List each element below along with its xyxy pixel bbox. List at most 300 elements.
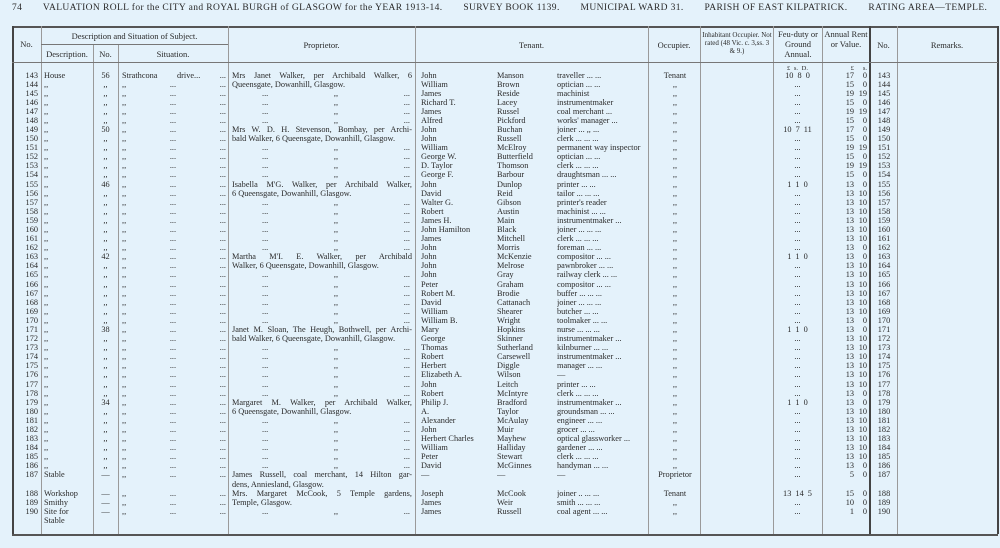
description: ,, [44, 261, 49, 271]
page-number: 74 [12, 3, 23, 13]
col-tenant: Tenant. [518, 40, 545, 50]
occupier: ,, [672, 197, 678, 207]
tenant-first-name: James [421, 497, 442, 507]
row-number: 159 [25, 215, 38, 225]
occupier: ,, [672, 397, 678, 407]
feu-units: £ s. D. [787, 65, 808, 72]
occupier: ,, [672, 188, 678, 198]
row-number: 146 [25, 97, 38, 107]
situation: ,, ... ... [122, 325, 226, 335]
description: ,, [44, 188, 49, 198]
row-number-right: 178 [877, 388, 891, 398]
row-number: 190 [25, 506, 38, 516]
row-number-right: 149 [877, 125, 891, 135]
rent-pounds: 13 [845, 252, 854, 262]
proprietor: ... ,, ... [262, 215, 410, 225]
proprietor: ... ,, ... [262, 425, 410, 434]
subject-number: ,, [103, 225, 108, 235]
rent-pounds: 13 [845, 434, 854, 444]
tenant-first-name: Robert [421, 352, 444, 362]
rent-pounds: 13 [845, 279, 854, 289]
subject-number: 50 [101, 125, 110, 135]
occupier: ,, [672, 497, 678, 507]
tenant-surname: Mayhew [497, 434, 527, 444]
tenant-surname: Bradford [497, 397, 527, 407]
tenant-surname: Reid [497, 188, 513, 198]
description: ,, [44, 343, 49, 353]
rent-shillings: 10 [858, 306, 867, 316]
tenant-occupation: clerk ... ... ... [557, 161, 599, 171]
tenant-occupation: smith ... ... ... [557, 497, 601, 507]
rule [228, 26, 229, 534]
proprietor: ... ,, ... [262, 288, 410, 298]
tenant-surname: Buchan [497, 125, 523, 135]
occupier: ,, [672, 170, 678, 180]
col-no: No. [20, 39, 33, 49]
col-proprietor: Proprietor. [303, 40, 340, 50]
situation: ,, ... ... [122, 152, 226, 162]
proprietor: ... ,, ... [262, 270, 410, 280]
feu-duty: ... [794, 88, 801, 98]
row-number-right: 163 [877, 252, 891, 262]
proprietor: ... ,, ... [262, 115, 410, 125]
situation: ,, ... ... [122, 461, 226, 471]
row-number-right: 189 [877, 497, 891, 507]
row-number-right: 156 [877, 188, 891, 198]
proprietor: ... ,, ... [262, 152, 410, 162]
situation: ,, ... ... [122, 143, 226, 153]
rent-pounds: 15 [845, 115, 854, 125]
occupier: ,, [672, 134, 678, 144]
col-description-group: Description and Situation of Subject. [71, 31, 198, 41]
tenant-first-name: John [421, 70, 437, 80]
feu-duty: ... [794, 134, 801, 144]
proprietor: ... ,, ... [262, 461, 410, 471]
row-number-right: 146 [877, 97, 891, 107]
proprietor: ... ,, ... [262, 161, 410, 171]
tenant-surname: Brown [497, 79, 520, 89]
rent-pounds: 13 [845, 452, 854, 462]
situation: ,, ... ... [122, 434, 226, 444]
situation: ,, ... ... [122, 79, 226, 89]
description: Site for [44, 506, 69, 516]
description: ,, [44, 243, 49, 253]
proprietor: ... ,, ... [262, 206, 410, 216]
row-number-right: 155 [877, 179, 891, 189]
tenant-first-name: A. [421, 406, 430, 416]
proprietor: ... ,, ... [262, 352, 410, 362]
row-number-right: 148 [877, 115, 891, 125]
subject-number: ,, [103, 443, 108, 453]
row-number: 158 [25, 206, 38, 216]
tenant-first-name: David [421, 297, 442, 307]
description-cont: Stable [44, 515, 65, 525]
rent-shillings: 0 [862, 397, 867, 407]
rent-pounds: 15 [845, 170, 854, 180]
proprietor: Mrs W. D. H. Stevenson, Bombay, per Archi- [232, 125, 412, 135]
row-number: 156 [25, 188, 38, 198]
row-number: 171 [25, 325, 38, 335]
description: Stable [44, 470, 65, 480]
proprietor: ... ,, ... [262, 452, 410, 462]
tenant-occupation: buffer ... ... ... [557, 288, 603, 298]
tenant-surname: Austin [497, 206, 520, 216]
rent-pounds: 13 [845, 288, 854, 298]
situation: ,, ... ... [122, 406, 226, 416]
row-number-right: 176 [877, 370, 891, 380]
rule [415, 26, 416, 534]
tenant-first-name: Alexander [421, 415, 456, 425]
occupier: ,, [672, 325, 678, 335]
situation: ,, ... ... [122, 243, 226, 253]
description: ,, [44, 434, 49, 444]
feu-duty: ... [794, 379, 801, 389]
proprietor: dens, Anniesland, Glasgow. [232, 479, 324, 489]
feu-duty: ... [794, 497, 801, 507]
rent-pounds: 13 [845, 315, 854, 325]
row-number: 187 [25, 470, 38, 480]
row-number: 173 [25, 343, 38, 353]
rent-shillings: 0 [862, 470, 867, 480]
subject-number: 38 [101, 325, 110, 335]
rule [869, 26, 871, 534]
occupier: ,, [672, 406, 678, 416]
rent-shillings: 0 [862, 170, 867, 180]
tenant-first-name: Alfred [421, 115, 443, 125]
tenant-occupation: instrumentmaker ... [557, 352, 622, 362]
rent-pounds: 15 [845, 152, 854, 162]
feu-duty: ... [794, 461, 801, 471]
row-number: 189 [25, 497, 38, 507]
rent-pounds: 13 [845, 370, 854, 380]
situation: ,, ... ... [122, 443, 226, 453]
tenant-surname: Pickford [497, 115, 526, 125]
occupier: ,, [672, 506, 678, 516]
tenant-first-name: William B. [421, 315, 458, 325]
rent-pounds: 13 [845, 225, 854, 235]
rent-shillings: 10 [858, 334, 867, 344]
subject-number: ,, [103, 106, 108, 116]
occupier: ,, [672, 443, 678, 453]
occupier: ,, [672, 225, 678, 235]
tenant-surname: Manson [497, 70, 524, 80]
col-occupier: Occupier. [657, 40, 691, 50]
subject-number: ,, [103, 270, 108, 280]
proprietor: ... ,, ... [262, 197, 410, 207]
subject-number: ,, [103, 370, 108, 380]
feu-duty: 10 8 0 [785, 70, 810, 80]
tenant-surname: Shearer [497, 306, 523, 316]
description: Smithy [44, 497, 68, 507]
occupier: ,, [672, 352, 678, 362]
tenant-first-name: George F. [421, 170, 454, 180]
col-annual-rent: Annual Rent or Value. [824, 29, 868, 49]
subject-number: ,, [103, 261, 108, 271]
description: ,, [44, 225, 49, 235]
rent-shillings: 10 [858, 379, 867, 389]
rent-shillings: 0 [862, 388, 867, 398]
subject-number: ,, [103, 315, 108, 325]
situation: ,, ... ... [122, 261, 226, 271]
proprietor: ... ,, ... [262, 361, 410, 371]
occupier: ,, [672, 125, 678, 135]
survey-book: SURVEY BOOK 1139. [463, 3, 560, 13]
situation: ,, ... ... [122, 306, 226, 316]
row-number: 175 [25, 361, 38, 371]
tenant-occupation: works' manager ... [557, 115, 618, 125]
feu-duty: ... [794, 415, 801, 425]
situation: ,, ... ... [122, 425, 226, 434]
situation: ,, ... ... [122, 288, 226, 298]
row-number: 148 [25, 115, 38, 125]
feu-duty: ... [794, 97, 801, 107]
rent-shillings: 10 [858, 279, 867, 289]
tenant-occupation: tailor ... ... ... [557, 188, 600, 198]
rent-pounds: 13 [845, 306, 854, 316]
tenant-surname: Melrose [497, 261, 525, 271]
tenant-surname: Black [497, 225, 517, 235]
row-number: 172 [25, 334, 38, 344]
proprietor: ... ,, ... [262, 106, 410, 116]
tenant-occupation: compositor ... ... [557, 252, 611, 262]
subject-number: ,, [103, 379, 108, 389]
subject-number: ,, [103, 288, 108, 298]
rule [897, 26, 898, 534]
tenant-surname: Main [497, 215, 515, 225]
occupier: ,, [672, 179, 678, 189]
rent-shillings: 10 [858, 215, 867, 225]
rent-shillings: 0 [862, 70, 867, 80]
subject-number: 42 [101, 252, 110, 262]
subject-number: ,, [103, 79, 108, 89]
tenant-first-name: John [421, 252, 437, 262]
subject-number: ,, [103, 388, 108, 398]
tenant-occupation: draughtsman ... ... [557, 170, 617, 180]
subject-number: ,, [103, 425, 108, 434]
tenant-first-name: — [421, 470, 430, 480]
row-number: 143 [25, 70, 38, 80]
row-number-right: 186 [877, 461, 891, 471]
tenant-first-name: William [421, 143, 448, 153]
tenant-surname: Taylor [497, 406, 519, 416]
proprietor: Isabella M'G. Walker, per Archibald Walker, [232, 179, 412, 189]
rent-pounds: 17 [845, 125, 854, 135]
occupier: ,, [672, 425, 678, 434]
rent-pounds: 13 [845, 270, 854, 280]
feu-duty: ... [794, 452, 801, 462]
tenant-first-name: John [421, 270, 437, 280]
proprietor: Margaret M. Walker, per Archibald Walker, [232, 397, 412, 407]
tenant-first-name: Robert M. [421, 288, 456, 298]
rent-shillings: 19 [858, 143, 867, 153]
row-number-right: 161 [877, 234, 891, 244]
situation: ,, ... ... [122, 115, 226, 125]
row-number: 184 [25, 443, 38, 453]
row-number-right: 167 [877, 288, 891, 298]
rent-shillings: 0 [862, 125, 867, 135]
row-number-right: 157 [877, 197, 891, 207]
situation: ,, ... ... [122, 270, 226, 280]
rule [118, 44, 119, 534]
tenant-occupation: — [557, 470, 566, 480]
subject-number: ,, [103, 188, 108, 198]
subject-number: ,, [103, 143, 108, 153]
row-number: 174 [25, 352, 38, 362]
tenant-occupation: instrumentmaker [557, 97, 614, 107]
occupier: ,, [672, 315, 678, 325]
tenant-surname: Barbour [497, 170, 525, 180]
description: ,, [44, 125, 49, 135]
feu-duty: ... [794, 506, 801, 516]
tenant-occupation: gardener ... ... [557, 443, 603, 453]
rent-shillings: 10 [858, 425, 867, 434]
row-number-right: 150 [877, 134, 891, 144]
row-number: 167 [25, 288, 38, 298]
subject-number: ,, [103, 197, 108, 207]
tenant-surname: McGinnes [497, 461, 532, 471]
rent-pounds: 10 [845, 497, 854, 507]
tenant-surname: Brodie [497, 288, 520, 298]
tenant-occupation: instrumentmaker ... [557, 215, 622, 225]
rent-pounds: 13 [845, 343, 854, 353]
col-situation: Situation. [156, 49, 190, 59]
tenant-surname: McIntyre [497, 388, 528, 398]
occupier: ,, [672, 252, 678, 262]
row-number-right: 152 [877, 152, 891, 162]
tenant-first-name: Joseph [421, 488, 444, 498]
feu-duty: 1 1 0 [787, 179, 808, 189]
municipal-ward: MUNICIPAL WARD 31. [580, 3, 684, 13]
rent-pounds: 13 [845, 388, 854, 398]
tenant-first-name: David [421, 461, 442, 471]
rent-shillings: 10 [858, 452, 867, 462]
description: ,, [44, 306, 49, 316]
description: ,, [44, 379, 49, 389]
subject-number: 46 [101, 179, 110, 189]
tenant-occupation: clerk ... ... ... [557, 234, 599, 244]
row-number-right: 170 [877, 315, 891, 325]
feu-duty: ... [794, 443, 801, 453]
situation: ,, ... ... [122, 352, 226, 362]
rent-shillings: 0 [862, 488, 867, 498]
tenant-occupation: toolmaker ... ... [557, 315, 608, 325]
occupier: ,, [672, 88, 678, 98]
feu-duty: ... [794, 361, 801, 371]
rent-shillings: 10 [858, 415, 867, 425]
row-number-right: 181 [877, 415, 891, 425]
tenant-occupation: kilnburner ... ... [557, 343, 609, 353]
tenant-surname: Russell [497, 134, 522, 144]
row-number-right: 169 [877, 306, 891, 316]
proprietor: Mrs Janet Walker, per Archibald Walker, 6 [232, 70, 412, 80]
proprietor: ... ,, ... [262, 370, 410, 380]
tenant-surname: Morris [497, 243, 520, 253]
row-number: 149 [25, 125, 38, 135]
situation: ,, ... ... [122, 361, 226, 371]
tenant-occupation: clerk ... ... ... [557, 388, 599, 398]
tenant-occupation: groundsman ... ... [557, 406, 615, 416]
occupier: ,, [672, 143, 678, 153]
subject-number: ,, [103, 361, 108, 371]
tenant-surname: Weir [497, 497, 513, 507]
description: ,, [44, 134, 49, 144]
tenant-occupation: foreman ... ... [557, 243, 602, 253]
situation: ,, ... ... [122, 379, 226, 389]
feu-duty: ... [794, 206, 801, 216]
occupier: Tenant [663, 488, 687, 498]
row-number: 168 [25, 297, 38, 307]
situation: ,, ... ... [122, 297, 226, 307]
rent-pounds: 13 [845, 415, 854, 425]
occupier: ,, [672, 297, 678, 307]
row-number: 154 [25, 170, 38, 180]
tenant-occupation: machinist ... ... [557, 206, 606, 216]
row-number: 183 [25, 434, 38, 444]
rent-pounds: 1 [849, 506, 854, 516]
description: ,, [44, 361, 49, 371]
rent-pounds: 13 [845, 206, 854, 216]
situation: ,, ... ... [122, 197, 226, 207]
tenant-first-name: John [421, 261, 437, 271]
tenant-surname: McCook [497, 488, 527, 498]
description: ,, [44, 370, 49, 380]
tenant-occupation: machinist [557, 88, 590, 98]
description: ,, [44, 161, 49, 171]
situation: ,, ... ... [122, 206, 226, 216]
tenant-occupation: coal merchant ... [557, 106, 613, 116]
rent-shillings: 10 [858, 406, 867, 416]
description: ,, [44, 315, 49, 325]
feu-duty: 1 1 0 [787, 397, 808, 407]
feu-duty: ... [794, 234, 801, 244]
tenant-surname: Russell [497, 506, 522, 516]
feu-duty: ... [794, 334, 801, 344]
occupier: ,, [672, 79, 678, 89]
description: House [44, 70, 66, 80]
subject-number: ,, [103, 352, 108, 362]
tenant-occupation: butcher ... ... [557, 306, 599, 316]
rent-pounds: 13 [845, 461, 854, 471]
tenant-first-name: Peter [421, 452, 439, 462]
row-number: 176 [25, 370, 38, 380]
tenant-occupation: optician ... ... [557, 79, 601, 89]
col-no-2: No. [877, 40, 890, 50]
subject-number: ,, [103, 461, 108, 471]
feu-duty: ... [794, 279, 801, 289]
tenant-first-name: George [421, 334, 446, 344]
tenant-surname: Wilson [497, 370, 521, 380]
situation: ,, ... ... [122, 215, 226, 225]
tenant-first-name: Robert [421, 388, 444, 398]
rent-pounds: 15 [845, 79, 854, 89]
tenant-first-name: James [421, 234, 442, 244]
situation: ,, ... ... [122, 179, 226, 189]
description: ,, [44, 88, 49, 98]
roll-title: VALUATION ROLL for the CITY and ROYAL BURGH of GLASGOW for the YEAR 1913-14. [42, 3, 443, 13]
tenant-surname: Hopkins [497, 325, 526, 335]
description: ,, [44, 334, 49, 344]
description: ,, [44, 79, 49, 89]
tenant-first-name: John Hamilton [421, 225, 471, 235]
row-number: 144 [25, 79, 38, 89]
proprietor: Walker, 6 Queensgate, Dowanhill, Glasgow. [232, 261, 379, 271]
row-number: 188 [25, 488, 38, 498]
row-number-right: 164 [877, 261, 891, 271]
proprietor: ... ,, ... [262, 143, 410, 153]
rent-pounds: 13 [845, 215, 854, 225]
tenant-surname: Graham [497, 279, 524, 289]
row-number: 170 [25, 315, 38, 325]
